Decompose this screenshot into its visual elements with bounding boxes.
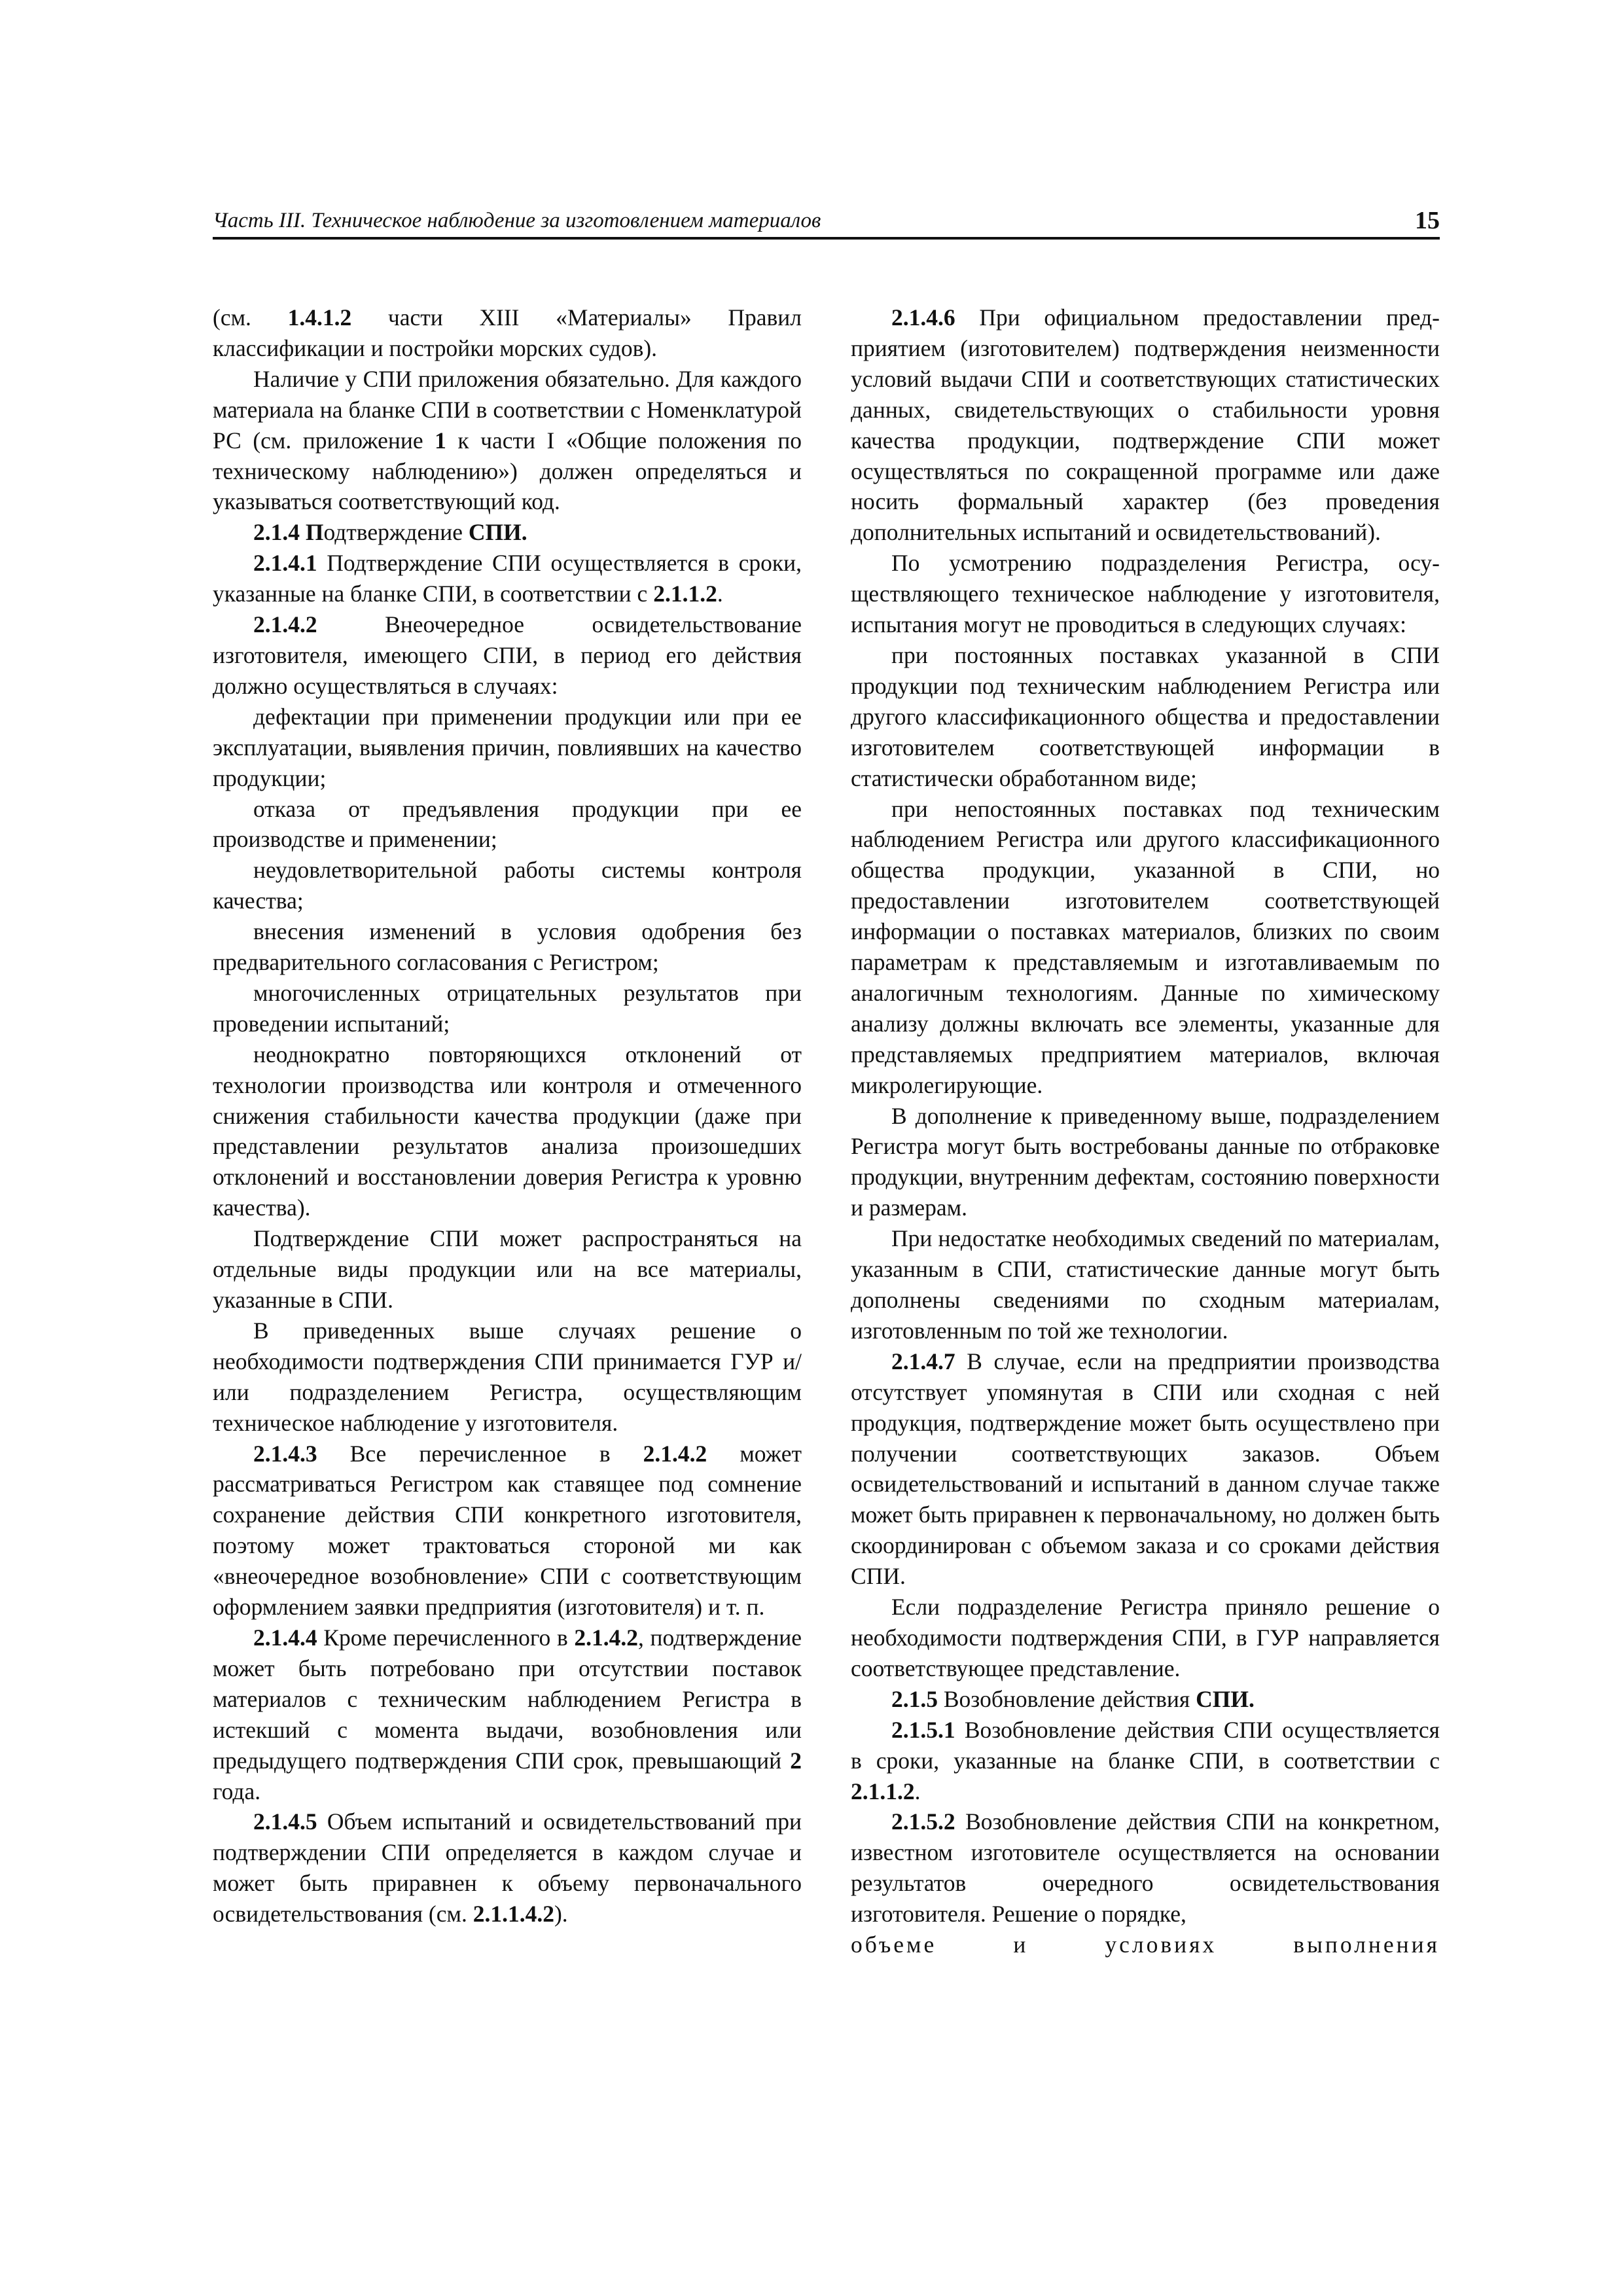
text-run: Если подразделение Регистра приняло решение о необходимости подтверждения СПИ, в ГУР направляется соответствующее представление. xyxy=(851,1594,1440,1681)
bold-ref: 2.1.4.6 xyxy=(891,304,955,331)
paragraph xyxy=(851,1223,1440,1346)
text-run: При недостатке необходимых сведений по материалам, указанным в СПИ, статистические данные могут быть дополнены сведениями по сходным материалам, изготовленным по той же технологии. xyxy=(851,1225,1440,1344)
paragraph xyxy=(213,1039,802,1223)
text-run: при постоянных поставках указанной в СПИ продукции под техническим наблюдением Регистра или другого классификационного общества и предоставлении изготовителем соответствующей информации в статистически обработанном виде; xyxy=(851,641,1440,791)
text-run: к части I «Общие положения по техническому наблюдению») должен определяться и указываться соответствующий код. xyxy=(213,427,802,515)
bold-ref: 1 xyxy=(435,427,446,454)
bold-ref: 2.1.1.2 xyxy=(653,581,717,607)
text-run: Подтверждение СПИ осуществляется в сроки, указанные на бланке СПИ, в соответствии с xyxy=(213,550,802,607)
text-run: части XIII «Материалы» Правил классификации и постройки морских судов). xyxy=(213,304,802,361)
text-run: неоднократно повторяющихся отклонений от технологии производства или контроля и отмеченного снижения стабильности качества продукции (даже при представлении результатов анализа произошедших отклонений и восстановлении доверия Регистра к уровню качества). xyxy=(213,1041,802,1221)
paragraph xyxy=(851,302,1440,548)
paragraph xyxy=(213,1623,802,1806)
paragraph xyxy=(213,548,802,609)
paragraph xyxy=(851,1929,1440,1960)
bold-ref: 2.1.4.5 xyxy=(253,1808,317,1835)
text-run: Кроме перечисленного в xyxy=(317,1624,575,1651)
bold-ref: 1.4.1.2 xyxy=(287,304,352,331)
text-run: объеме и условиях выполнения xyxy=(851,1931,1440,1958)
paragraph xyxy=(213,517,802,548)
bold-ref: СПИ. xyxy=(1196,1685,1255,1712)
paragraph xyxy=(851,1346,1440,1592)
paragraph xyxy=(213,855,802,916)
bold-ref: 2.1.4.1 xyxy=(253,550,317,577)
bold-ref: 2.1.1.4.2 xyxy=(473,1901,554,1928)
running-header xyxy=(213,196,1440,240)
bold-ref: 2.1.4.2 xyxy=(253,611,317,638)
bold-ref: 2.1.4.7 xyxy=(891,1348,955,1374)
text-run: , подтверждение может быть потребовано при отсутствии поставок материалов с техническим наблюдением Регистра в истекший с момента выдачи, возобновления или предыдущего подтверждения СПИ срок, превышающий xyxy=(213,1624,802,1774)
bold-ref: 2.1.5.2 xyxy=(891,1808,955,1835)
text-run: отказа от предъявления продукции при ее производстве и применении; xyxy=(213,795,802,853)
page-number: 15 xyxy=(1415,207,1440,234)
text-run: По усмотрению подразделения Регистра, осуществляющего техническое наблюдение у изготовителя, испытания могут не проводиться в следующих случаях: xyxy=(851,550,1440,638)
paragraph xyxy=(851,1592,1440,1684)
text-run: (см. xyxy=(213,304,288,331)
bold-ref: 2.1.5 xyxy=(891,1685,938,1712)
text-run: при непостоянных поставках под техническим наблюдением Регистра или другого классификационного общества продукции, указанной в СПИ, но предоставлении изготовителем соответствующей информации о поставках материалов, близких по своим параметрам к представляемым и изготавливаемым по аналогичным технологиям. Данные по химическому анализу должны включать все элементы, указанные для представляемых предприятием материалов, включая микролегирующие. xyxy=(851,795,1440,1098)
text-run: многочисленных отрицательных результатов при проведении испытаний; xyxy=(213,979,802,1037)
paragraph xyxy=(213,1806,802,1929)
text-run: . xyxy=(914,1778,921,1804)
text-run: года. xyxy=(213,1778,261,1804)
bold-ref: 2.1.4 П xyxy=(253,519,324,546)
paragraph xyxy=(851,1684,1440,1715)
text-run: Наличие у СПИ приложения обязательно. Для каждого материала на бланке СПИ в соответствии с Номенклатурой РС (см. приложение xyxy=(213,365,802,454)
right-column xyxy=(851,302,1440,1960)
paragraph xyxy=(213,364,802,518)
text-run: В дополнение к приведенному выше, подразделением Регистра могут быть востребованы данные по отбраковке продукции, внутренним дефектам, состоянию поверхности и размерам. xyxy=(851,1102,1440,1221)
bold-ref: 2.1.5.1 xyxy=(891,1716,955,1743)
running-title: Часть III. Техническое наблюдение за изготовлением материалов xyxy=(213,209,821,232)
paragraph xyxy=(213,916,802,978)
text-run: В приведенных выше случаях решение о необходимости подтверждения СПИ принимается ГУР и/или подразделением Регистра, осуществляющим техническое наблюдение у изготовителя. xyxy=(213,1317,802,1436)
paragraph xyxy=(213,1439,802,1623)
paragraph xyxy=(213,1223,802,1316)
paragraph xyxy=(851,548,1440,640)
paragraph xyxy=(851,640,1440,794)
text-run: одтверждение xyxy=(323,519,469,546)
paragraph xyxy=(213,609,802,702)
text-run: Возобновление действия СПИ осуществляется в сроки, указанные на бланке СПИ, в соответствии с xyxy=(851,1716,1440,1774)
left-column xyxy=(213,302,802,1929)
paragraph xyxy=(851,1101,1440,1224)
text-run: При официальном предоставлении предприятием (изготовителем) подтверждения неизменности условий выдачи СПИ и соответствующих статистических данных, свидетельствующих о стабильности уровня качества продукции, подтверждение СПИ может осуществляться по сокращенной программе или даже носить формальный характер (без проведения дополнительных испытаний и освидетельствований). xyxy=(851,304,1440,546)
bold-ref: 2.1.1.2 xyxy=(851,1778,915,1804)
bold-ref: СПИ. xyxy=(468,519,527,546)
text-run: ). xyxy=(554,1901,568,1928)
text-run: внесения изменений в условия одобрения без предварительного согласования с Регистром; xyxy=(213,918,802,976)
paragraph xyxy=(213,978,802,1039)
text-run: Возобновление действия СПИ на конкретном, известном изготовителе осуществляется на основании результатов очередного освидетельствования изготовителя. Решение о порядке, xyxy=(851,1808,1440,1928)
text-run: . xyxy=(717,581,723,607)
paragraph xyxy=(213,1316,802,1439)
paragraph xyxy=(213,794,802,855)
text-run: Подтверждение СПИ может распространяться на отдельные виды продукции или на все материалы, указанные в СПИ. xyxy=(213,1225,802,1313)
text-run: Возобновление действия xyxy=(938,1685,1196,1712)
bold-ref: 2.1.4.4 xyxy=(253,1624,317,1651)
paragraph xyxy=(851,1715,1440,1807)
text-run: дефектации при применении продукции или при ее эксплуатации, выявления причин, повлиявших на качество продукции; xyxy=(213,703,802,791)
text-run: В случае, если на предприятии производства отсутствует упомянутая в СПИ или сходная с ней продукция, подтверждение может быть осуществлено при получении соответствующих заказов. Объем освидетельствований и испытаний в данном случае также может быть приравнен к первоначальному, но должен быть скоординирован с объемом заказа и со сроками действия СПИ. xyxy=(851,1348,1440,1590)
bold-ref: 2 xyxy=(790,1747,802,1774)
text-run: неудовлетворительной работы системы контроля качества; xyxy=(213,857,802,914)
paragraph xyxy=(851,1806,1440,1929)
bold-ref: 2.1.4.2 xyxy=(574,1624,638,1651)
text-run: Все перечисленное в xyxy=(317,1440,643,1467)
text-run: Внеочередное освидетельствование изготовителя, имеющего СПИ, в период его действия должно осуществляться в случаях: xyxy=(213,611,802,699)
paragraph xyxy=(213,702,802,794)
bold-ref: 2.1.4.2 xyxy=(643,1440,707,1467)
paragraph xyxy=(213,302,802,364)
paragraph xyxy=(851,794,1440,1101)
text-run: может рассматриваться Регистром как ставящее под сомнение сохранение действия СПИ конкретного изготовителя, поэтому может трактоваться стороной ми как «внеочередное возобновление» СПИ с соответствующим оформлением заявки предприятия (изготовителя) и т. п. xyxy=(213,1440,802,1621)
text-run: Объем испытаний и освидетельствований при подтверждении СПИ определяется в каждом случае и может быть приравнен к объему первоначального освидетельствования (см. xyxy=(213,1808,802,1928)
bold-ref: 2.1.4.3 xyxy=(253,1440,317,1467)
